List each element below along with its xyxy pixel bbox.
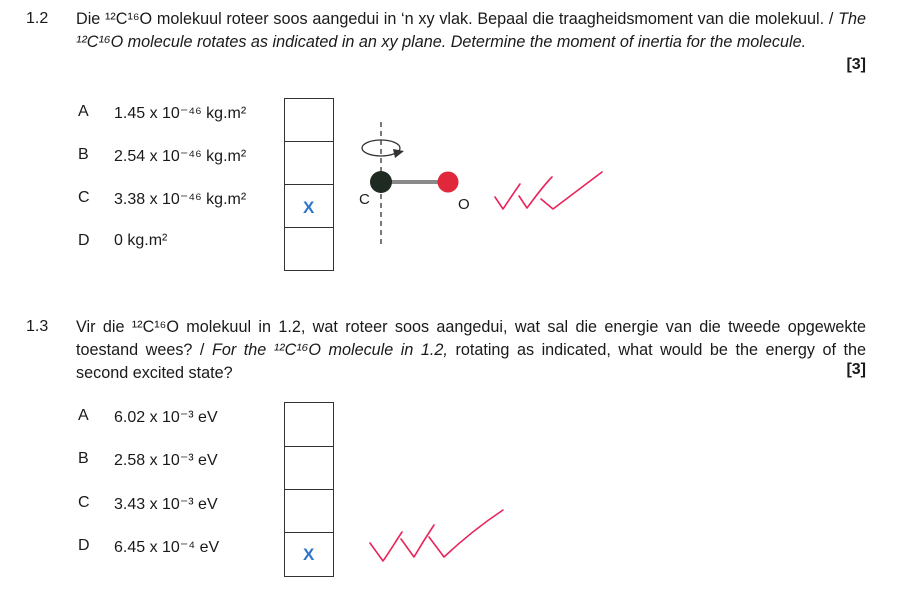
- q12-selected-x-mark: X: [303, 198, 315, 217]
- q12-tick-marks: [495, 172, 602, 209]
- q12-option-c-letter: C: [78, 189, 90, 206]
- oxygen-label: O: [458, 196, 470, 213]
- question-1-2-marks: [3]: [846, 56, 866, 73]
- q12-option-a-text: 1.45 x 10⁻⁴⁶ kg.m²: [114, 105, 247, 122]
- q12-option-d-text: 0 kg.m²: [114, 232, 168, 249]
- rotation-arrowhead-icon: [393, 149, 404, 158]
- rotating-molecule-diagram: [362, 122, 459, 246]
- q13-option-b-text: 2.58 x 10⁻³ eV: [114, 452, 218, 469]
- question-1-3-marks: [3]: [846, 361, 866, 378]
- q13-option-a-letter: A: [78, 407, 89, 424]
- carbon-label: C: [359, 191, 370, 208]
- q12-option-b-letter: B: [78, 146, 89, 163]
- carbon-atom: [370, 171, 392, 193]
- question-1-3-text-afrikaans: Vir die ¹²C¹⁶O molekuul in 1.2, wat roteer soos aangedui, wat sal die energie van die tweede opgewekte toestand wees? /: [76, 318, 866, 359]
- question-1-3-text-english: rotating as indicated, what would be the energy of the second excited state?: [76, 341, 867, 382]
- question-1-2-text-afrikaans: Die ¹²C¹⁶O molekuul roteer soos aangedui in ‘n xy vlak. Bepaal die traagheidsmoment van die molekuul. /: [76, 10, 839, 28]
- q13-tick-marks: [370, 510, 503, 561]
- q13-option-d-letter: D: [78, 537, 90, 554]
- q13-selected-x-mark: X: [303, 545, 315, 564]
- q12-option-a-letter: A: [78, 103, 89, 120]
- q13-option-a-text: 6.02 x 10⁻³ eV: [114, 409, 218, 426]
- oxygen-atom: [438, 172, 459, 193]
- q13-option-b-letter: B: [78, 450, 89, 467]
- question-1-2-text-english: The ¹²C¹⁶O molecule rotates as indicated in an xy plane. Determine the moment of inertia for the molecule.: [76, 10, 866, 51]
- question-number-1-3: 1.3: [26, 318, 49, 335]
- q13-option-d-text: 6.45 x 10⁻⁴ eV: [114, 539, 220, 556]
- question-number-1-2: 1.2: [26, 10, 49, 27]
- q12-option-b-text: 2.54 x 10⁻⁴⁶ kg.m²: [114, 148, 247, 165]
- question-1-3-text-english-italic: For the ¹²C¹⁶O molecule in 1.2,: [211, 341, 448, 359]
- q13-option-c-text: 3.43 x 10⁻³ eV: [114, 496, 218, 513]
- q12-option-d-letter: D: [78, 232, 90, 249]
- q12-option-c-text: 3.38 x 10⁻⁴⁶ kg.m²: [114, 191, 247, 208]
- q13-option-c-letter: C: [78, 494, 90, 511]
